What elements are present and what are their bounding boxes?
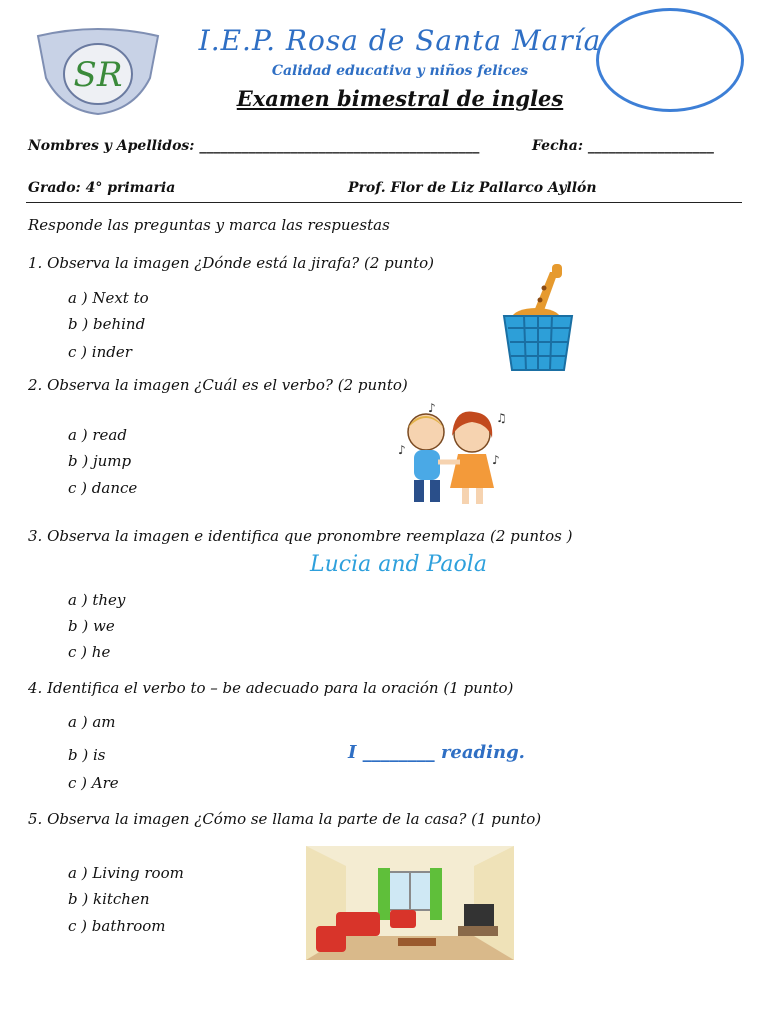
question-3-option-a[interactable]: a ) they [68, 591, 126, 609]
question-4-sentence: I ________ reading. [348, 742, 525, 763]
question-5-prompt: 5. Observa la imagen ¿Cómo se llama la parte de la casa? (1 punto) [28, 810, 542, 828]
teacher-label: Prof. Flor de Liz Pallarco Ayllón [348, 180, 597, 196]
grade-label: Grado: 4° primaria [28, 180, 176, 196]
name-field-label: Nombres y Apellidos: ________________________________________ [28, 138, 480, 154]
giraffe-basket-illustration [498, 258, 582, 372]
question-2-prompt: 2. Observa la imagen ¿Cuál es el verbo? (2 punto) [28, 376, 408, 394]
header-divider [26, 202, 742, 203]
instructions: Responde las preguntas y marca las respuestas [28, 216, 390, 234]
question-2-option-a[interactable]: a ) read [68, 426, 127, 444]
logo-monogram: SR [73, 55, 123, 95]
question-4-option-a[interactable]: a ) am [68, 713, 116, 731]
question-1-option-c[interactable]: c ) inder [68, 343, 132, 361]
question-2-option-b[interactable]: b ) jump [68, 452, 132, 470]
svg-text:♪: ♪ [398, 443, 406, 457]
question-5-option-c[interactable]: c ) bathroom [68, 917, 166, 935]
svg-text:♫: ♫ [496, 411, 507, 425]
date-field-label: Fecha: __________________ [532, 138, 714, 154]
question-3-option-b[interactable]: b ) we [68, 617, 115, 635]
question-5-option-b[interactable]: b ) kitchen [68, 890, 150, 908]
grade-oval [596, 8, 744, 112]
question-2-option-c[interactable]: c ) dance [68, 479, 138, 497]
living-room-illustration [306, 846, 514, 960]
school-name: I.E.P. Rosa de Santa María [198, 24, 602, 57]
exam-title: Examen bimestral de ingles [236, 86, 564, 111]
question-3-prompt: 3. Observa la imagen e identifica que pronombre reemplaza (2 puntos ) [28, 527, 573, 545]
question-1-option-b[interactable]: b ) behind [68, 315, 146, 333]
question-4-option-c[interactable]: c ) Are [68, 774, 119, 792]
school-logo [34, 26, 162, 116]
question-3-option-c[interactable]: c ) he [68, 643, 111, 661]
svg-text:♪: ♪ [492, 453, 500, 467]
school-motto: Calidad educativa y niños felices [271, 63, 529, 79]
question-5-option-a[interactable]: a ) Living room [68, 864, 184, 882]
svg-text:♪: ♪ [428, 402, 436, 415]
dancing-kids-illustration [392, 402, 510, 512]
question-1-prompt: 1. Observa la imagen ¿Dónde está la jirafa? (2 punto) [28, 254, 434, 272]
question-4-option-b[interactable]: b ) is [68, 746, 106, 764]
question-1-option-a[interactable]: a ) Next to [68, 289, 149, 307]
question-4-prompt: 4. Identifica el verbo to – be adecuado para la oración (1 punto) [28, 679, 514, 697]
question-3-names: Lucia and Paola [310, 552, 487, 577]
